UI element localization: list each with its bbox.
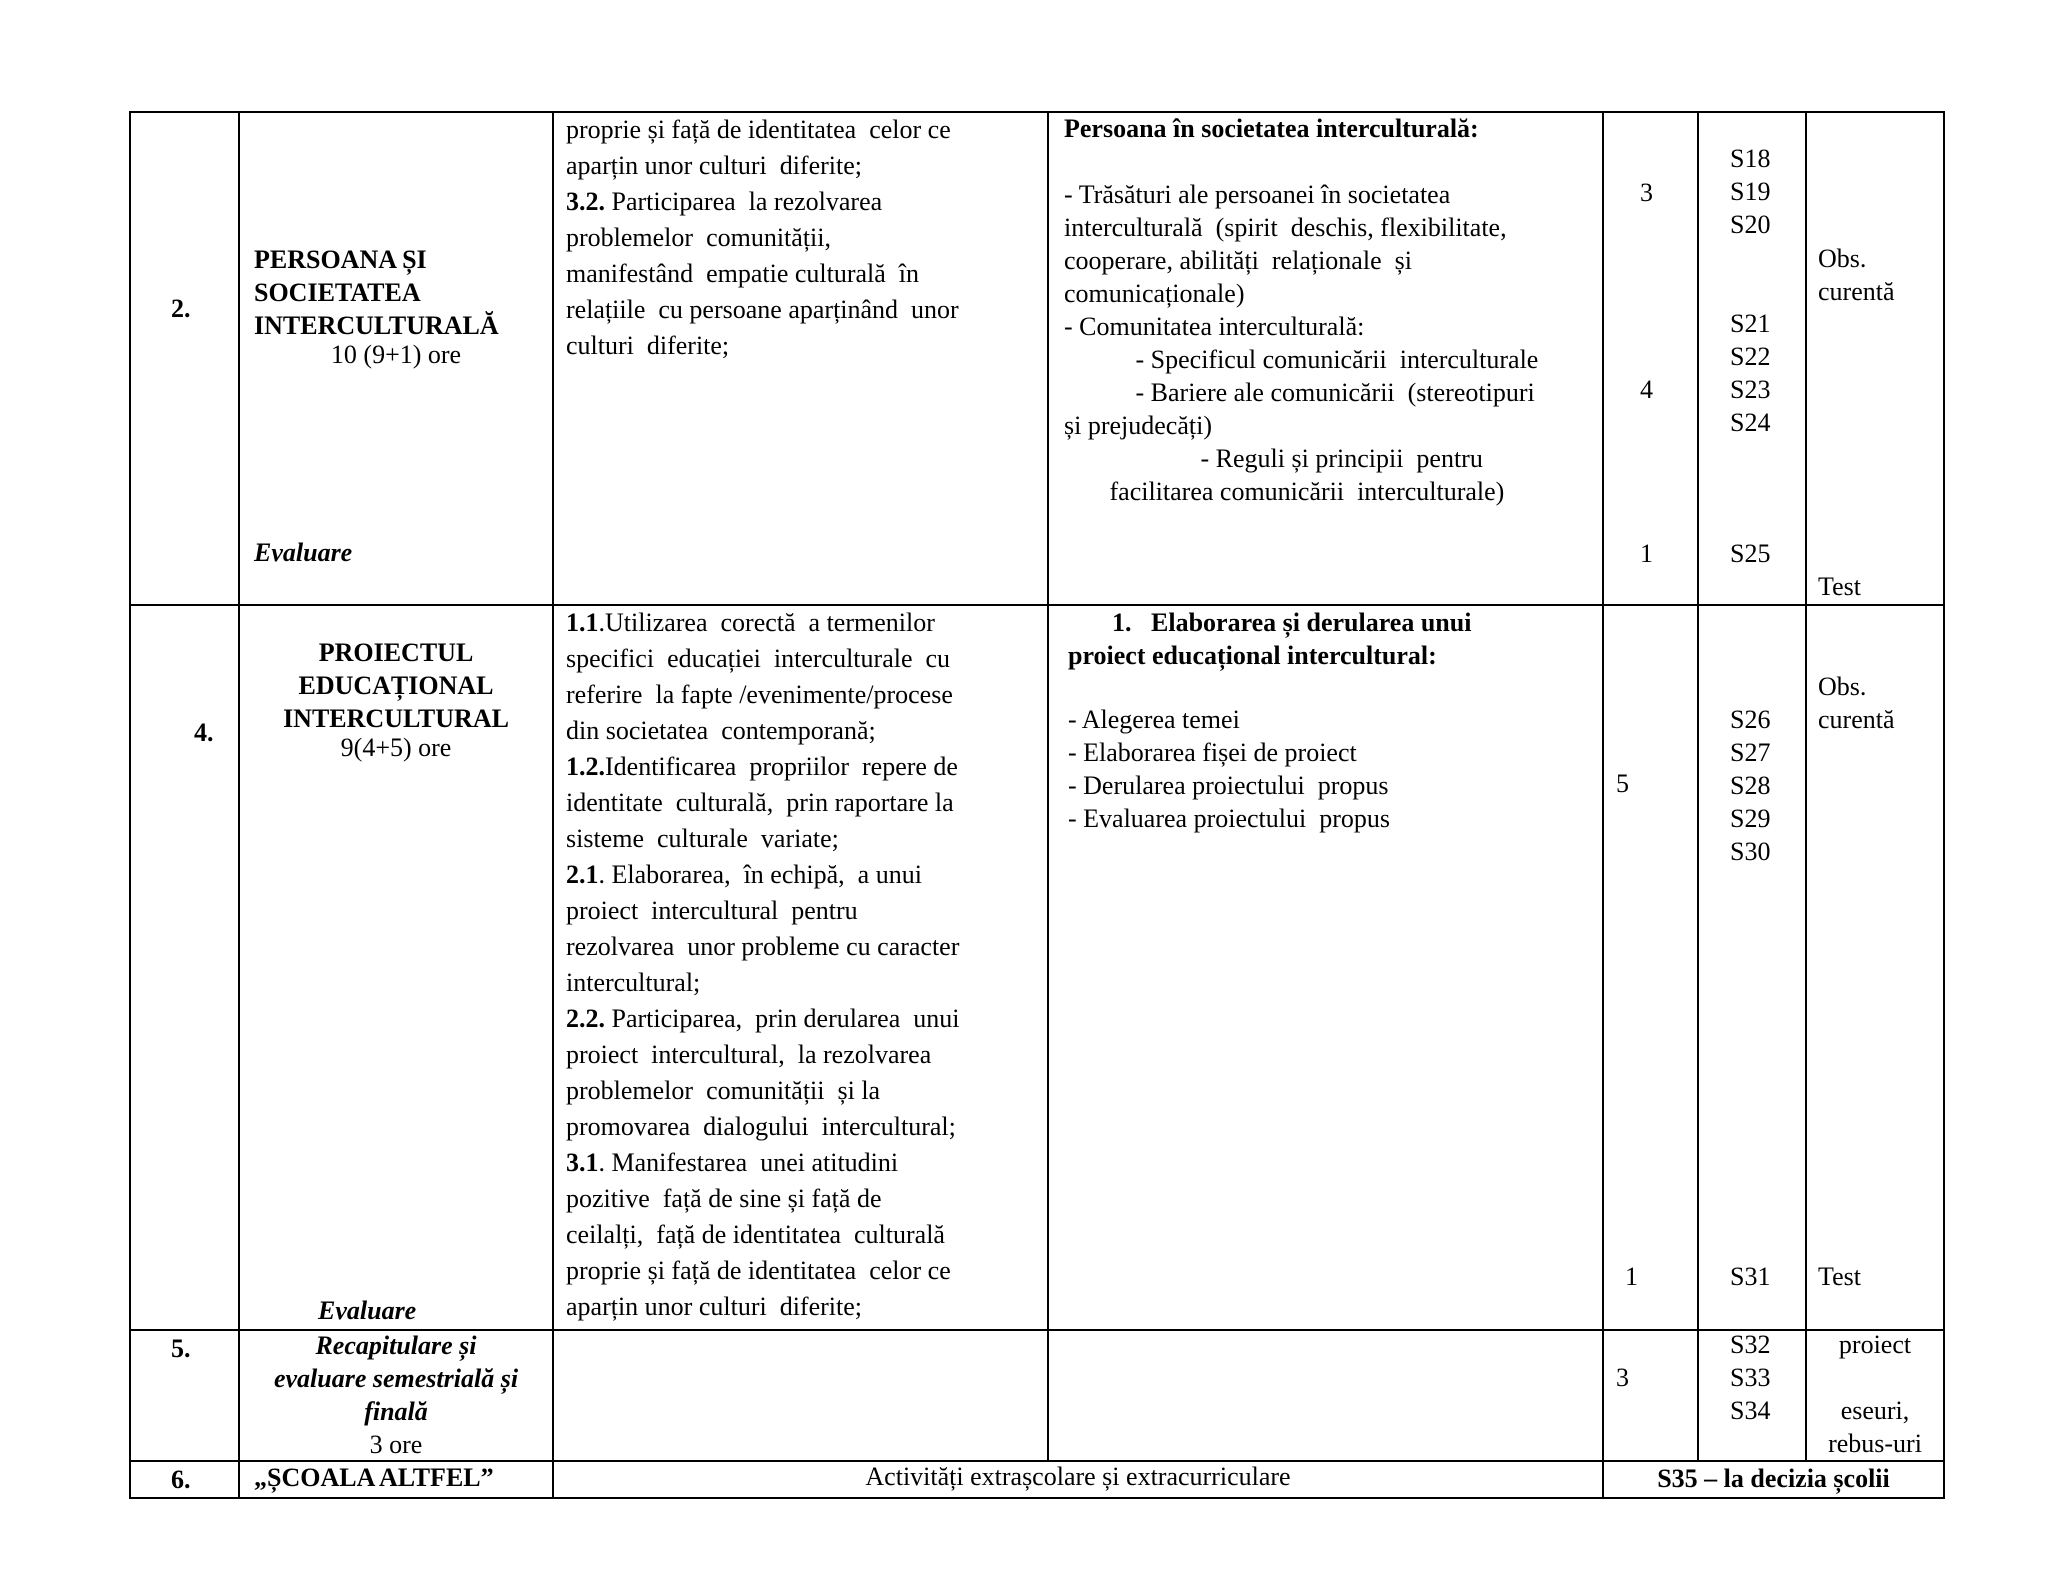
assessment-method: Test [1818, 572, 1861, 601]
week-label: S24 [1730, 408, 1771, 437]
unit-title-line: evaluare semestrială și [273, 1364, 519, 1393]
competency-line: 1.2.Identificarea propriilor repere de [566, 752, 958, 781]
unit-hours: 10 (9+1) ore [330, 340, 462, 369]
content-block [1064, 112, 1538, 508]
competency-line: culturi diferite; [566, 331, 730, 360]
table-border-top [129, 111, 1945, 113]
school-decision-label: S35 – la decizia școlii [1657, 1464, 1890, 1493]
competency-line: proiect intercultural pentru [566, 896, 858, 925]
assessment-methods [1807, 1328, 1943, 1460]
content-line: - Evaluarea proiectului propus [1068, 804, 1390, 833]
content-line: - Trăsături ale persoanei în societatea [1064, 180, 1451, 209]
competency-line: 3.1. Manifestarea unei atitudini [566, 1148, 899, 1177]
evaluation-label: Evaluare [254, 538, 353, 567]
competency-line: relațiile cu persoane aparținând unor [566, 295, 959, 324]
unit-hours: 3 ore [369, 1430, 423, 1459]
week-label: S29 [1730, 804, 1771, 833]
content-line: - Elaborarea fișei de proiect [1068, 738, 1357, 767]
column-divider [1697, 111, 1699, 1462]
competency-line: proiect intercultural, la rezolvarea [566, 1040, 932, 1069]
week-label: S28 [1730, 771, 1771, 800]
assessment-method: curentă [1818, 277, 1895, 306]
table-border-right [1943, 111, 1945, 1499]
unit-title: „ȘCOALA ALTFEL” [254, 1463, 494, 1492]
column-divider [1602, 111, 1604, 1499]
table-border-bottom [129, 1497, 1945, 1499]
column-divider [1805, 111, 1807, 1462]
week-label: S18 [1730, 144, 1771, 173]
unit-title [240, 636, 552, 764]
unit-hours: 9(4+5) ore [340, 733, 452, 762]
content-line: - Specificul comunicării interculturale [1064, 345, 1539, 374]
assessment-method: proiect [1838, 1330, 1912, 1359]
competency-line: aparțin unor culturi diferite; [566, 1292, 863, 1321]
activities-label: Activități extrașcolare și extracurriculare [865, 1462, 1291, 1491]
week-label: S34 [1730, 1396, 1771, 1425]
competency-line: rezolvarea unor probleme cu caracter [566, 932, 960, 961]
row-number: 6. [171, 1465, 191, 1494]
assessment-method: Test [1818, 1262, 1861, 1291]
content-line: facilitarea comunicării interculturale) [1064, 477, 1505, 506]
week-label: S22 [1730, 342, 1771, 371]
row-number: 5. [171, 1334, 191, 1363]
row-number: 2. [171, 294, 191, 323]
competency-line: 2.2. Participarea, prin derularea unui [566, 1004, 960, 1033]
column-divider [1047, 111, 1049, 1462]
week-label: S33 [1730, 1363, 1771, 1392]
unit-title [240, 1329, 552, 1461]
week-label: S27 [1730, 738, 1771, 767]
unit-title-line: EDUCAȚIONAL [298, 671, 494, 700]
table-border-left [129, 111, 131, 1499]
content-line: - Comunitatea interculturală: [1064, 312, 1365, 341]
content-line: - Bariere ale comunicării (stereotipuri [1064, 378, 1535, 407]
hours-count: 1 [1625, 1262, 1638, 1291]
content-line: interculturală (spirit deschis, flexibilitate, [1064, 213, 1507, 242]
unit-title-line: PROIECTUL [318, 638, 474, 667]
week-label: S25 [1730, 539, 1771, 568]
competency-line: problemelor comunității și la [566, 1076, 881, 1105]
content-line: comunicaționale) [1064, 279, 1245, 308]
competency-line: 2.1. Elaborarea, în echipă, a unui [566, 860, 922, 889]
content-title: Persoana în societatea interculturală: [1064, 114, 1479, 143]
unit-title-line: SOCIETATEA [254, 278, 421, 307]
week-label: S19 [1730, 177, 1771, 206]
competency-line: proprie și față de identitatea celor ce [566, 1256, 951, 1285]
assessment-method: Obs. [1818, 244, 1867, 273]
hours-count: 3 [1616, 1363, 1629, 1392]
hours-count: 3 [1640, 178, 1653, 207]
competency-line: referire la fapte /evenimente/procese [566, 680, 953, 709]
competency-line: specifici educației interculturale cu [566, 644, 951, 673]
competencies-list [566, 112, 959, 364]
content-title: 1. Elaborarea și derularea unui [1112, 608, 1472, 637]
unit-title [240, 243, 552, 371]
unit-title-line: Recapitulare și [315, 1331, 477, 1360]
content-line: - Reguli și principii pentru [1064, 444, 1483, 473]
competency-line: problemelor comunității, [566, 223, 831, 252]
hours-count: 5 [1616, 769, 1629, 798]
assessment-method: rebus-uri [1828, 1429, 1922, 1458]
week-label: S30 [1730, 837, 1771, 866]
competency-line: 3.2. Participarea la rezolvarea [566, 187, 883, 216]
content-line: - Alegerea temei [1068, 705, 1240, 734]
content-title: proiect educațional intercultural: [1068, 641, 1437, 670]
competency-line: manifestând empatie culturală în [566, 259, 920, 288]
week-label: S32 [1730, 1330, 1771, 1359]
evaluation-label: Evaluare [318, 1296, 417, 1325]
competency-line: aparțin unor culturi diferite; [566, 151, 863, 180]
unit-title-line: finală [364, 1397, 428, 1426]
content-block [1068, 606, 1471, 835]
week-label: S23 [1730, 375, 1771, 404]
competency-line: identitate culturală, prin raportare la [566, 788, 954, 817]
assessment-method: Obs. [1818, 672, 1867, 701]
competency-line: pozitive față de sine și față de [566, 1184, 882, 1213]
unit-title-line: INTERCULTURAL [283, 704, 509, 733]
competency-line: ceilalți, față de identitatea culturală [566, 1220, 945, 1249]
week-label: S31 [1730, 1262, 1771, 1291]
competency-line: din societatea contemporană; [566, 716, 876, 745]
hours-count: 4 [1640, 375, 1653, 404]
content-line: și prejudecăți) [1064, 411, 1212, 440]
unit-title-line: INTERCULTURALĂ [254, 311, 499, 340]
competency-line: proprie și față de identitatea celor ce [566, 115, 951, 144]
week-label: S20 [1730, 210, 1771, 239]
row-number: 4. [194, 718, 214, 747]
row-divider [129, 604, 1945, 606]
content-line: cooperare, abilități relaționale și [1064, 246, 1412, 275]
week-label: S26 [1730, 705, 1771, 734]
competency-line: 1.1.Utilizarea corectă a termenilor [566, 608, 935, 637]
competency-line: intercultural; [566, 968, 701, 997]
column-divider [552, 111, 554, 1499]
unit-title-line: PERSOANA ȘI [254, 245, 427, 274]
competency-line: sisteme culturale variate; [566, 824, 839, 853]
week-label: S21 [1730, 309, 1771, 338]
assessment-method: eseuri, [1840, 1396, 1910, 1425]
assessment-method: curentă [1818, 705, 1895, 734]
hours-count: 1 [1640, 539, 1653, 568]
competencies-list [566, 605, 959, 1325]
content-line: - Derularea proiectului propus [1068, 771, 1389, 800]
competency-line: promovarea dialogului intercultural; [566, 1112, 956, 1141]
